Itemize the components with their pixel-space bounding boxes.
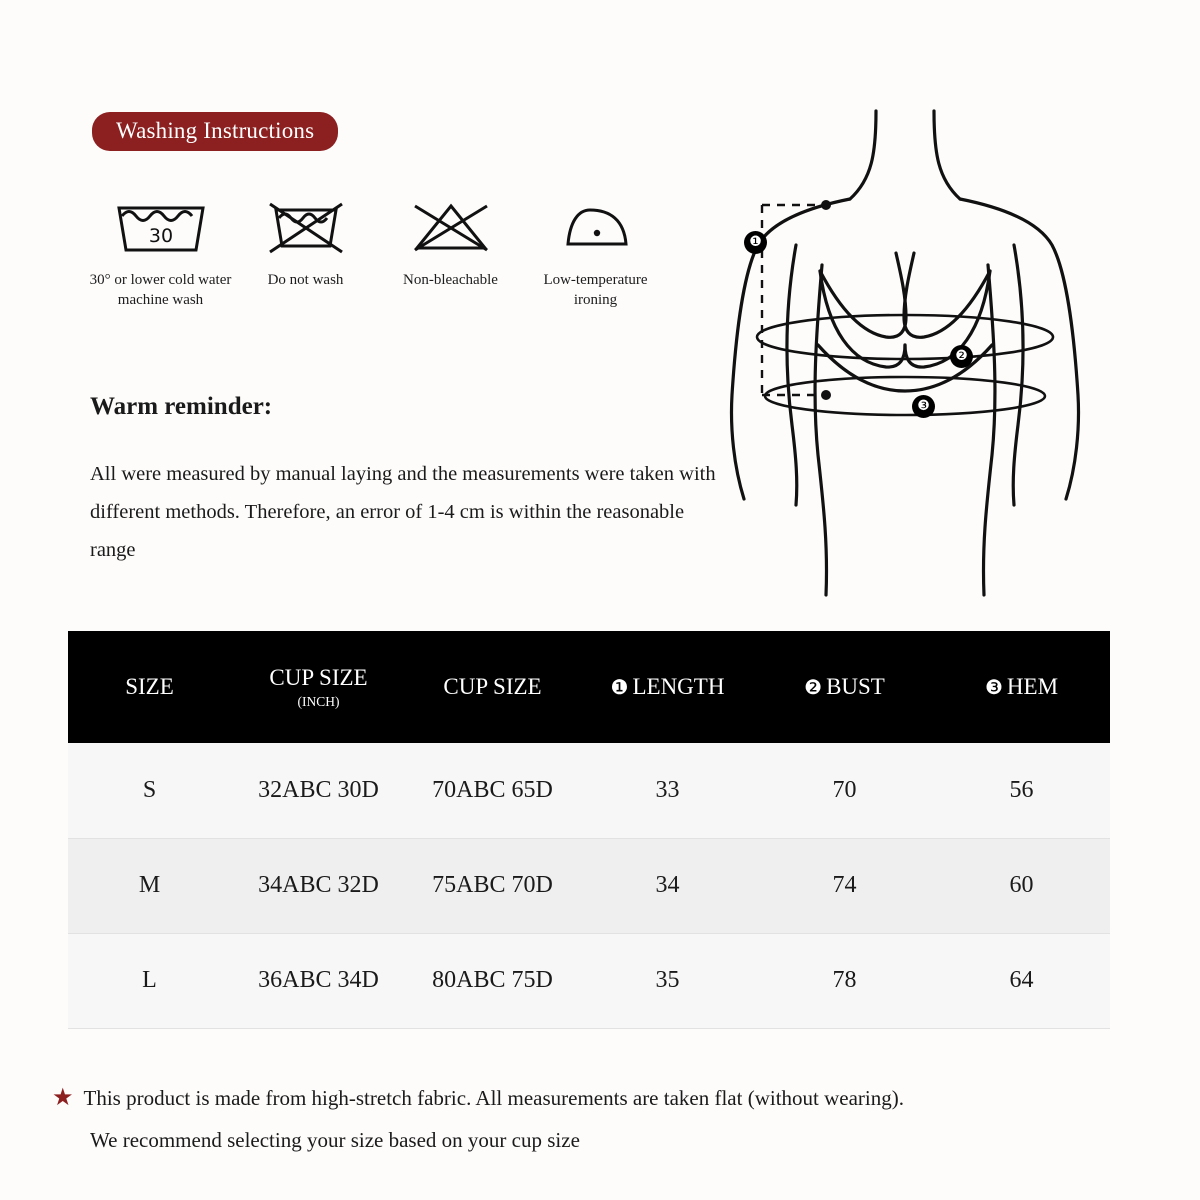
cell-hem: 56 [933,743,1110,838]
col-header-marker: ❶ [610,675,629,699]
footnote [52,1075,1162,1160]
col-header-label: CUP SIZE [269,664,368,690]
col-header-cup-size [406,631,579,743]
warm-reminder-title: Warm reminder: [90,393,273,420]
cell-size: L [68,933,231,1028]
cell-cup-size-inch: 32ABC 30D [231,743,406,838]
cell-size: S [68,743,231,838]
col-header-label: SIZE [125,674,174,699]
non-bleachable-icon [378,196,523,258]
cell-size: M [68,838,231,933]
wash-item-do-not-wash [233,196,378,290]
cell-length: 34 [579,838,756,933]
wash-item-machine-wash [88,196,233,311]
wash-item-caption: Non-bleachable [403,272,498,288]
col-header-cup-size-inch [231,631,406,743]
marker-bust: ❷ [950,345,973,368]
measurement-figure [700,95,1170,605]
marker-hem: ❸ [912,395,935,418]
star-icon: ★ [52,1083,74,1111]
cell-bust: 70 [756,743,933,838]
table-row [68,933,1110,1028]
warm-reminder-body: All were measured by manual laying and the measurements were taken with different methods. Therefore, an error of 1-4 cm is within the reasonable range [90,463,716,561]
cell-length: 33 [579,743,756,838]
col-header-label: CUP SIZE [443,674,542,699]
col-header-marker: ❷ [804,675,823,699]
low-temperature-ironing-icon [523,196,668,258]
table-row [68,743,1110,838]
cell-cup-size: 70ABC 65D [406,743,579,838]
col-header-sublabel: (INCH) [297,693,340,709]
col-header-marker: ❸ [984,675,1003,699]
wash-item-low-temperature-ironing [523,196,668,311]
col-header-size [68,631,231,743]
cell-cup-size: 75ABC 70D [406,838,579,933]
washing-icon-row [88,196,708,311]
cell-bust: 78 [756,933,933,1028]
cell-cup-size-inch: 34ABC 32D [231,838,406,933]
cell-hem: 64 [933,933,1110,1028]
wash-item-non-bleachable [378,196,523,290]
footnote-line-1: This product is made from high-stretch fabric. All measurements are taken flat (without wearing). [83,1086,905,1110]
col-header-bust [756,631,933,743]
machine-wash-30-icon [88,196,233,258]
table-header-row [68,631,1110,743]
wash-item-caption: 30° or lower cold water machine wash [89,272,232,309]
col-header-hem [933,631,1110,743]
marker-length: ❶ [744,231,767,254]
wash-item-caption: Do not wash [267,272,344,288]
col-header-label: HEM [1006,674,1059,699]
washing-instructions-badge: Washing Instructions [92,112,338,151]
cell-length: 35 [579,933,756,1028]
size-chart-table [68,631,1110,1029]
cell-cup-size: 80ABC 75D [406,933,579,1028]
col-header-label: BUST [826,674,885,699]
col-header-label: LENGTH [632,674,725,699]
cell-cup-size-inch: 36ABC 34D [231,933,406,1028]
do-not-wash-icon [233,196,378,258]
torso-illustration [700,95,1170,605]
cell-bust: 74 [756,838,933,933]
footnote-line-2: We recommend selecting your size based on your cup size [90,1127,580,1152]
cell-hem: 60 [933,838,1110,933]
machine-wash-temp-label: 30 [148,225,173,247]
col-header-length [579,631,756,743]
wash-item-caption: Low-temperature ironing [543,272,648,309]
table-row [68,838,1110,933]
